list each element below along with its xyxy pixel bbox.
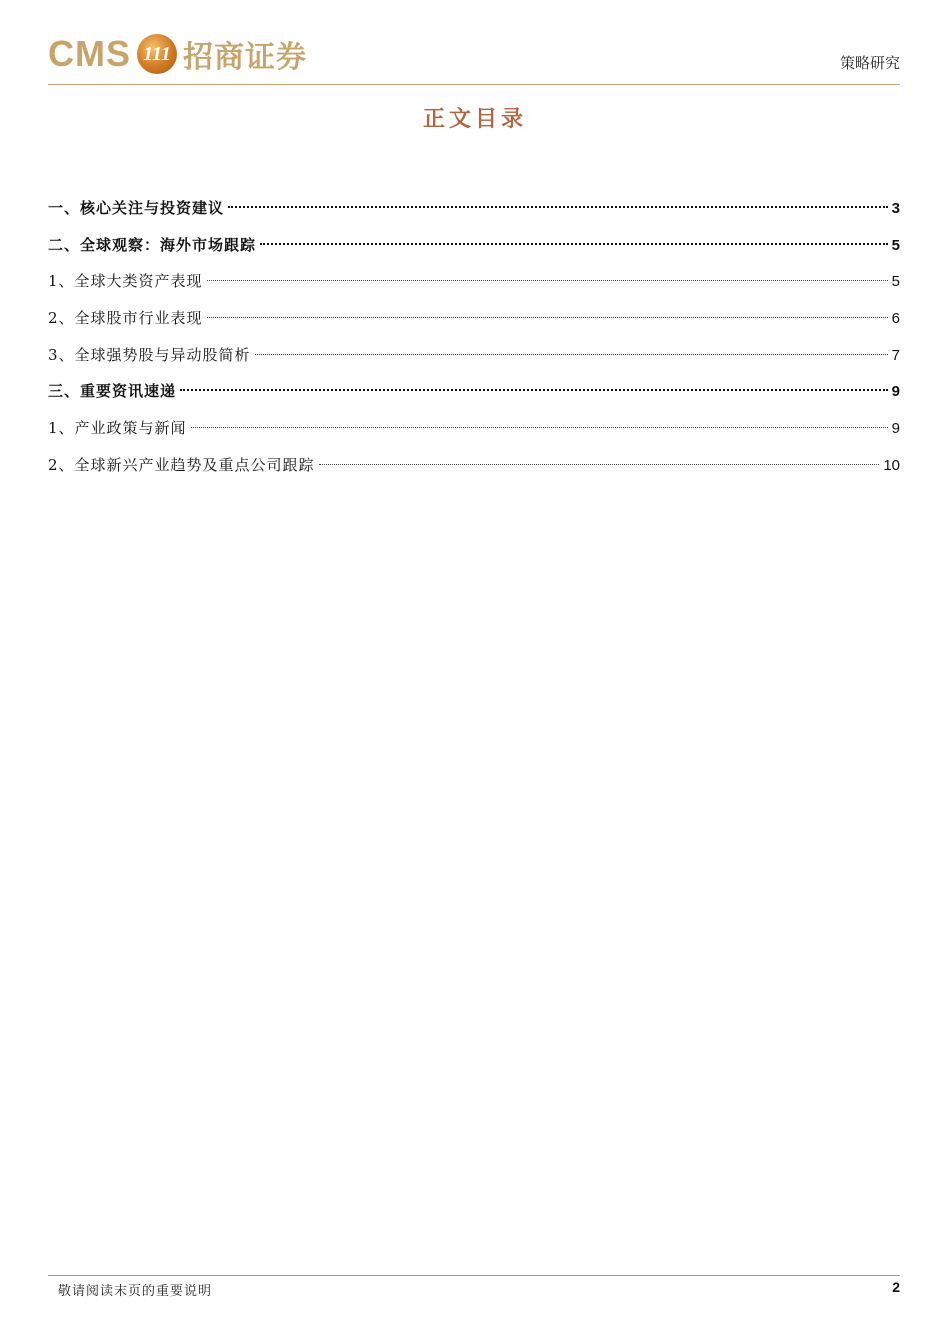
toc-entry-page: 10 <box>883 456 900 474</box>
toc-entry-label: 二、全球观察：海外市场跟踪 <box>48 235 257 254</box>
toc-entry[interactable] <box>48 306 900 343</box>
toc-entry-label: 三、重要资讯速递 <box>48 382 177 401</box>
toc-entry-label: 3、全球强势股与异动股简析 <box>48 345 251 364</box>
toc-entry[interactable] <box>48 453 900 490</box>
toc-leader-dots <box>207 317 888 318</box>
toc-entry-page: 3 <box>891 200 900 217</box>
toc-leader-dots <box>319 464 880 465</box>
footer-divider <box>48 1275 900 1276</box>
toc-entry-page: 9 <box>891 383 900 401</box>
header-divider <box>48 84 900 85</box>
toc-leader-dots <box>207 280 888 281</box>
table-of-contents <box>48 196 900 490</box>
toc-entry-page: 7 <box>891 346 900 364</box>
toc-leader-dots <box>180 389 888 391</box>
toc-leader-dots <box>260 243 888 245</box>
toc-entry-page: 5 <box>891 236 900 254</box>
toc-entry[interactable] <box>48 343 900 380</box>
logo-badge-icon: 111 <box>137 34 177 74</box>
toc-entry-page: 6 <box>891 310 900 328</box>
toc-entry-label: 1、产业政策与新闻 <box>48 419 187 438</box>
toc-leader-dots <box>255 354 888 355</box>
toc-entry-page: 5 <box>891 273 900 291</box>
toc-entry-label: 2、全球新兴产业趋势及重点公司跟踪 <box>48 455 315 474</box>
toc-entry-label: 1、全球大类资产表现 <box>48 272 203 291</box>
logo-text: CMS <box>48 33 131 74</box>
toc-entry[interactable] <box>48 269 900 306</box>
toc-entry-label: 2、全球股市行业表现 <box>48 309 203 328</box>
page-header <box>48 30 900 86</box>
footer-disclaimer-note: 敬请阅读末页的重要说明 <box>58 1284 213 1299</box>
toc-entry-page: 9 <box>891 420 900 438</box>
page-number: 2 <box>892 1279 900 1295</box>
toc-entry-label: 一、核心关注与投资建议 <box>48 199 225 217</box>
toc-entry[interactable] <box>48 233 900 270</box>
toc-leader-dots <box>228 206 888 208</box>
report-category: 策略研究 <box>839 54 900 72</box>
cms-logo <box>48 32 307 76</box>
toc-leader-dots <box>191 427 888 428</box>
toc-entry[interactable] <box>48 196 900 233</box>
toc-entry[interactable] <box>48 416 900 453</box>
toc-entry[interactable] <box>48 379 900 416</box>
logo-chinese-name: 招商证券 <box>183 40 307 75</box>
toc-title: 正文目录 <box>422 107 527 132</box>
